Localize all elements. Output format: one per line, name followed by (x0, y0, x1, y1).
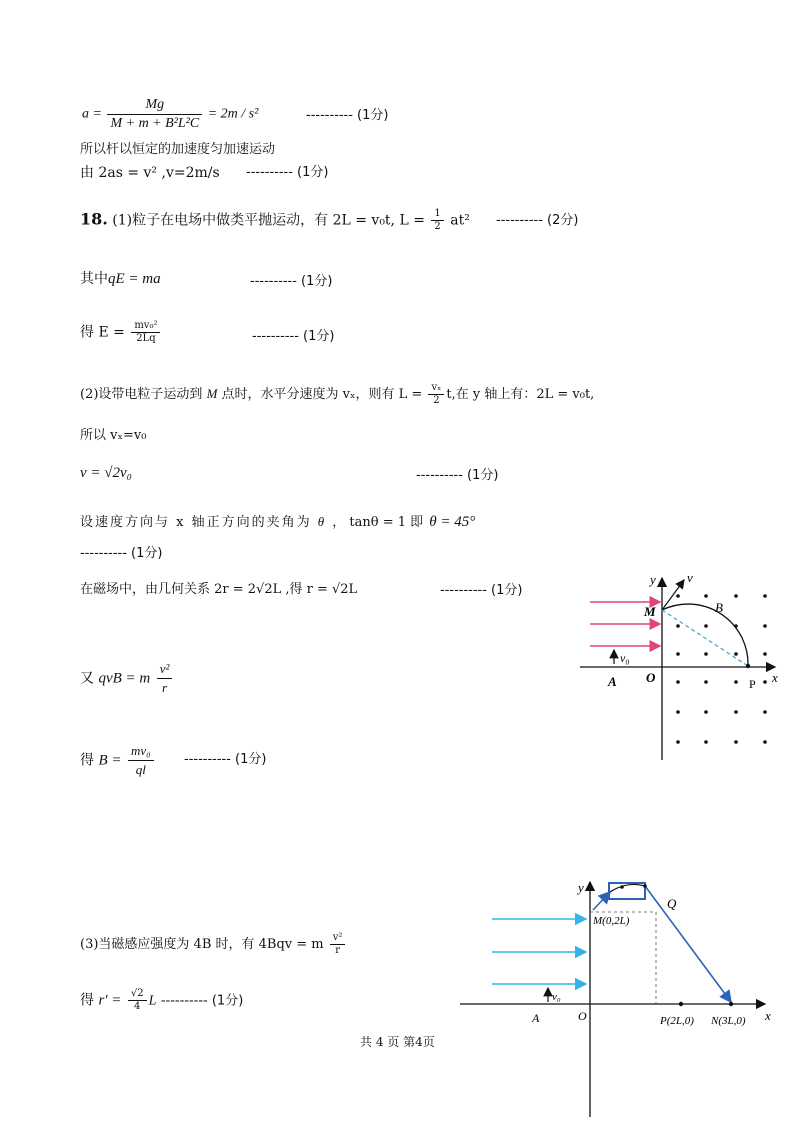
E-result (80, 320, 162, 345)
r-prime-line (80, 988, 243, 1013)
magnetic-line: 在磁场中，由几何关系 2r = 2√2L ,得 r = √2L (80, 582, 358, 597)
q18-part3 (80, 932, 347, 957)
theta-symbol: θ (317, 514, 327, 529)
r-prime-L: L (148, 993, 157, 1009)
fig1-label-y: y (650, 572, 656, 587)
a-lhs: a = (82, 106, 102, 122)
E-prefix: 得 E = (80, 324, 125, 341)
r-prime-num: √2 (128, 988, 147, 1001)
v-sqrt-eq: v = √2v₀ (80, 465, 132, 481)
qE-line (80, 270, 161, 288)
E-fraction (131, 320, 160, 345)
theta-eq: θ = 45° (429, 514, 476, 530)
B-eq: B = (98, 752, 122, 769)
fig1-arc-trajectory (662, 604, 748, 666)
fig2-label-y: y (578, 880, 584, 895)
v-result-score: ---------- (1分) (246, 165, 329, 180)
acceleration-formula (82, 96, 258, 133)
a-denominator: M + m + B²L²C (110, 116, 200, 131)
theta-text: 设速度方向与 x 轴正方向的夹角为 (80, 515, 312, 530)
a-fraction (107, 96, 202, 133)
fig2-label-M: M(0,2L) (593, 915, 630, 927)
page-footer: 共 4 页 第4页 (360, 1035, 435, 1049)
q18-part2-text: (2)设带电粒子运动到 (80, 387, 203, 402)
q18-part2 (80, 382, 594, 407)
fig1-label-O: O (646, 670, 656, 685)
qE-equation: qE = ma (108, 271, 161, 287)
fig2-points (620, 884, 733, 1006)
q18-part1 (80, 208, 470, 233)
vx-equals-v0: 所以 vₓ=v₀ (80, 428, 147, 443)
magnetic-score: ---------- (1分) (440, 583, 523, 598)
B-fraction (128, 742, 154, 779)
fig1-label-x: x (772, 670, 778, 685)
fig2-label-A: A (532, 1011, 540, 1025)
E-numerator: mv₀² (131, 320, 160, 333)
fig1-label-P: P (749, 677, 756, 691)
fig2-label-P: P(2L,0) (660, 1015, 694, 1027)
r-prime-prefix: 得 (80, 992, 94, 1009)
fig1-label-B: B (715, 600, 723, 615)
q18-part2-M: M (206, 386, 218, 401)
qE-prefix: 其中 (80, 271, 108, 287)
B-den: ql (135, 762, 146, 777)
q18-part3-fraction (330, 932, 346, 957)
q18-part2-tail: t,在 y 轴上有：2L = v₀t, (446, 387, 595, 402)
B-num: mv₀ (128, 742, 154, 761)
r-prime-eq: r' = (98, 992, 122, 1009)
theta-line (80, 513, 475, 532)
qvB-num: v² (157, 660, 173, 679)
E-score: ---------- (1分) (252, 329, 335, 344)
B-score: ---------- (1分) (184, 752, 267, 767)
q18-part3-text: (3)当磁感应强度为 4B 时，有 4Bqv = m (80, 937, 324, 952)
qvB-prefix: 又 (80, 670, 94, 687)
q18-part3-den: r (335, 945, 340, 956)
B-prefix: 得 (80, 752, 94, 769)
qvB-fraction (157, 660, 173, 697)
E-denominator: 2Lq (136, 333, 156, 344)
question-number: 18. (80, 209, 108, 229)
a-score: ---------- (1分) (306, 108, 389, 123)
r-prime-fraction (128, 988, 147, 1013)
fig2-label-N: N(3L,0) (711, 1015, 746, 1027)
qE-score: ---------- (1分) (250, 274, 333, 289)
fig1-label-v0: v₀ (620, 651, 630, 665)
qvB-eq: qvB = m (98, 670, 151, 687)
a-numerator: Mg (107, 96, 202, 115)
fig1-dashed-chord (662, 610, 748, 666)
B-result (80, 742, 156, 779)
q18-part2-text2: 点时，水平分速度为 vₓ，则有 L = (221, 387, 423, 402)
q18-part3-num: v² (330, 932, 346, 945)
fig2-path-exit (645, 886, 731, 1002)
vx-fraction (428, 382, 444, 407)
fig1-field-dots (676, 594, 767, 744)
r-prime-score: ---------- (1分) (160, 993, 244, 1009)
half-den: 2 (434, 221, 441, 232)
fig2-path-arc (610, 884, 645, 892)
q18-part1-tail: at² (450, 212, 470, 229)
a-rhs: = 2m / s² (207, 106, 259, 122)
q18-part1-text: (1)粒子在电场中做类平抛运动，有 2L = v₀t, L = (112, 212, 425, 229)
half-fraction (431, 208, 443, 233)
qvB-den: r (161, 680, 168, 695)
vx-den: 2 (433, 395, 440, 406)
theta-text2: ， tanθ = 1 即 (332, 515, 424, 530)
rod-motion-text: 所以杆以恒定的加速度匀加速运动 (80, 142, 276, 157)
vx-num: vₓ (428, 382, 444, 395)
v-sqrt-score: ---------- (1分) (416, 468, 499, 483)
fig2-label-O: O (578, 1009, 587, 1023)
fig1-label-v: v (687, 570, 693, 585)
theta-score: ---------- (1分) (80, 546, 163, 561)
fig2-label-v0: v₀ (552, 991, 561, 1003)
qvB-line (80, 660, 174, 697)
fig2-path-entry (593, 892, 610, 910)
v-result-text: 由 2as = v² ,v=2m/s (80, 165, 220, 181)
fig2-label-x: x (765, 1008, 771, 1023)
half-num: 1 (431, 208, 443, 221)
r-prime-den: 4 (134, 1001, 141, 1012)
fig1-label-M: M (644, 604, 656, 619)
figure-1-magnetic-field (580, 570, 785, 765)
figure-2-trajectory (460, 872, 780, 1122)
q18-part1-score: ---------- (2分) (496, 213, 579, 228)
fig1-label-A: A (608, 674, 617, 689)
fig2-label-Q: Q (667, 896, 677, 911)
